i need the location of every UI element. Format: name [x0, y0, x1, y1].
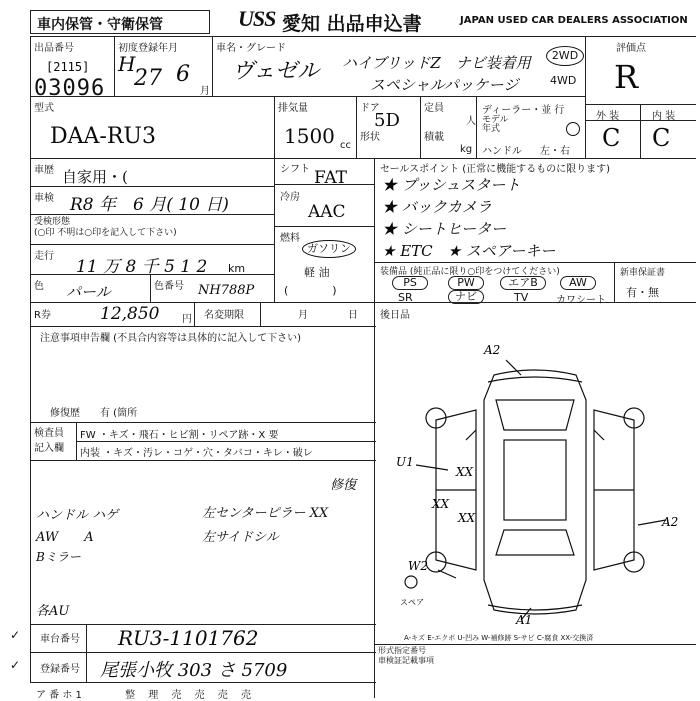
uss-logo: USS — [238, 6, 276, 31]
car-damage-diagram — [376, 330, 694, 630]
shift-value: FAT — [314, 168, 348, 188]
chassis-label: 車台番号 — [40, 634, 80, 645]
fuel-gasoline: ガソリン — [302, 240, 356, 258]
bottom-row-label: ア 番 ホ 1 整 理 売 売 売 売 — [36, 690, 251, 701]
fuel-other: ( ) — [284, 284, 337, 297]
dealer-label: ディーラー・並 行 — [482, 105, 565, 116]
rating-label: 評価点 — [616, 43, 646, 54]
model-type-label: 型式 — [34, 103, 54, 114]
hw-note-5: 左サイドシル — [202, 530, 279, 545]
month-label: 月 — [298, 310, 308, 321]
equip-airbag: エアB — [500, 276, 546, 290]
equip-pw: PW — [448, 276, 484, 290]
equip-ps: PS — [392, 276, 428, 290]
notes-label: 注意事項申告欄 (不具合内容等は具体的に記入して下さい) — [40, 333, 301, 344]
hw-note-4: 左センターピラー XX — [202, 506, 329, 521]
repair-label: 修復歴 有 (箇所 — [50, 408, 138, 419]
drive-2wd: 2WD — [546, 46, 584, 66]
sales-point-4: ★ ETC ★ スペアーキー — [382, 242, 556, 260]
equip-navi: ナビ — [448, 290, 484, 304]
cooler-value: AAC — [308, 202, 346, 222]
lot-number-label: 出品番号 — [34, 43, 74, 54]
model-year-label: モデル 年式 — [482, 115, 509, 134]
handle-value: 左・右 — [540, 146, 570, 157]
name-change-label: 名変期限 — [204, 310, 244, 321]
sales-point-1: ★ プッシュスタート — [382, 176, 521, 194]
reg-number-label: 登録番号 — [40, 664, 80, 675]
color-code-value: NH788P — [198, 283, 255, 298]
hw-note-1: ハンドル ハゲ — [36, 508, 119, 523]
equip-tv: TV — [514, 291, 529, 304]
load-label: 積載 — [424, 132, 444, 143]
handle-circle — [566, 122, 580, 136]
exterior-grade: C — [602, 124, 621, 152]
grade-value: ハイブリッドZ ナビ装着用 — [342, 54, 531, 72]
km-label: km — [228, 262, 246, 275]
form-title: 愛知 出品申込書 — [282, 13, 422, 35]
hw-note-3: Bミラー — [36, 550, 81, 564]
sales-point-2: ★ バックカメラ — [382, 198, 492, 216]
chassis-value: RU3-1101762 — [118, 626, 259, 650]
check-mark-2: ✓ — [10, 658, 21, 672]
model-value: ヴェゼル — [232, 59, 320, 84]
door-label: ドア — [360, 103, 380, 114]
diagram-xx-3: XX — [458, 511, 476, 525]
interior-grade: C — [652, 124, 671, 152]
equip-kawa: カワシート — [556, 295, 606, 306]
color-label: 色 — [34, 281, 44, 292]
r-ticket-label: R券 — [34, 310, 51, 321]
form-subtitle: JAPAN USED CAR DEALERS ASSOCIATION — [460, 15, 688, 26]
color-value: パール — [66, 283, 111, 301]
yen-label: 円 — [182, 314, 192, 325]
rating-value: R — [614, 58, 639, 96]
history-value: 自家用・( — [62, 168, 128, 186]
storage-label: 車内保管・守衛保管 — [30, 10, 210, 34]
check-mark-1: ✓ — [10, 628, 21, 642]
interior-label: 内 装 — [652, 111, 676, 122]
hw-note-2: AW A — [36, 530, 94, 545]
sales-point-3: ★ シートヒーター — [382, 220, 507, 238]
diagram-spare: スペア — [400, 598, 424, 607]
damage-legend: A-キズ E-エクボ U-凹み W-補修跡 S-サビ C-腐食 XX-交換済 — [404, 634, 594, 642]
lot-number-value: 03096 — [34, 76, 106, 101]
inspector-label: 検査員 記入欄 — [34, 428, 64, 454]
diagram-a1: A1 — [516, 613, 533, 627]
cooler-label: 冷房 — [280, 192, 300, 203]
cc-value: 1500 — [284, 124, 335, 148]
era-value: H — [118, 52, 136, 76]
exterior-label: 外 装 — [596, 111, 620, 122]
day-label: 日 — [348, 310, 358, 321]
diagram-u1: U1 — [396, 455, 414, 469]
inspection-label: 車検 — [34, 193, 54, 204]
diagram-xx-2: XX — [432, 497, 450, 511]
month-value: 6 — [176, 62, 190, 87]
grade-value-2: スペシャルパッケージ — [370, 76, 519, 94]
lot-small-value: 2115 — [53, 60, 83, 74]
shift-label: シフト — [280, 164, 310, 175]
fw-row: FW ・キズ・飛石・ヒビ割・リペア跡・X 要 — [80, 430, 279, 441]
reg-info-label: 形式指定番号 車検証記載事項 — [378, 646, 434, 665]
mileage-label: 走行 — [34, 251, 54, 262]
diagram-w2: W2 — [408, 559, 428, 573]
fuel-label: 燃料 — [280, 233, 300, 244]
fuel-diesel: 軽 油 — [304, 266, 330, 279]
inspection-value: R8 年 6 月( 10 日) — [70, 195, 229, 215]
r-ticket-value: 12,850 — [100, 304, 160, 324]
mileage-value: 11 万 8 千 5 1 2 — [76, 257, 208, 277]
load-unit: kg — [460, 144, 473, 155]
sales-points-label: セールスポイント (正常に機能するものに限ります) — [380, 164, 611, 175]
model-code-value: DAA-RU3 — [50, 124, 156, 149]
warranty-value: 有・無 — [626, 286, 659, 299]
diagram-a2-top: A2 — [484, 343, 501, 357]
new-car-warranty-label: 新車保証書 — [620, 268, 666, 278]
diagram-a2-right: A2 — [662, 515, 679, 529]
door-value: 5D — [374, 110, 400, 131]
model-grade-label: 車名・グレード — [216, 43, 286, 54]
hw-note-6: 各AU — [36, 604, 70, 619]
displacement-label: 排気量 — [278, 103, 308, 114]
interior-row: 内装 ・キズ・汚レ・コゲ・穴・タバコ・キレ・破レ — [80, 448, 313, 459]
equipment-label: 装備品 (純正品に限り○印をつけてください) — [380, 267, 560, 277]
year-value: 27 — [134, 66, 162, 91]
back-label: 後日品 — [380, 310, 410, 321]
history-label: 車歴 — [34, 165, 54, 176]
plate-value: 尾張小牧 303 さ 5709 — [100, 660, 288, 681]
equip-sr: SR — [398, 291, 413, 304]
lot-small: [2115] — [46, 60, 90, 74]
capacity-label: 定員 — [424, 103, 444, 114]
color-no-label: 色番号 — [154, 281, 184, 292]
shape-label: 形状 — [360, 132, 380, 143]
handle-label: ハンドル — [482, 146, 522, 157]
capacity-unit: 人 — [466, 116, 476, 127]
diagram-xx-1: XX — [456, 465, 474, 479]
hw-repair: 修復 — [330, 478, 357, 493]
cc-label: cc — [340, 140, 351, 151]
month-unit: 月 — [200, 86, 210, 97]
drive-4wd: 4WD — [550, 74, 577, 87]
received-label: 受検形態 (○印 不明は○印を記入して下さい) — [34, 217, 177, 238]
first-reg-label: 初度登録年月 — [118, 43, 178, 54]
equip-aw: AW — [560, 276, 596, 290]
